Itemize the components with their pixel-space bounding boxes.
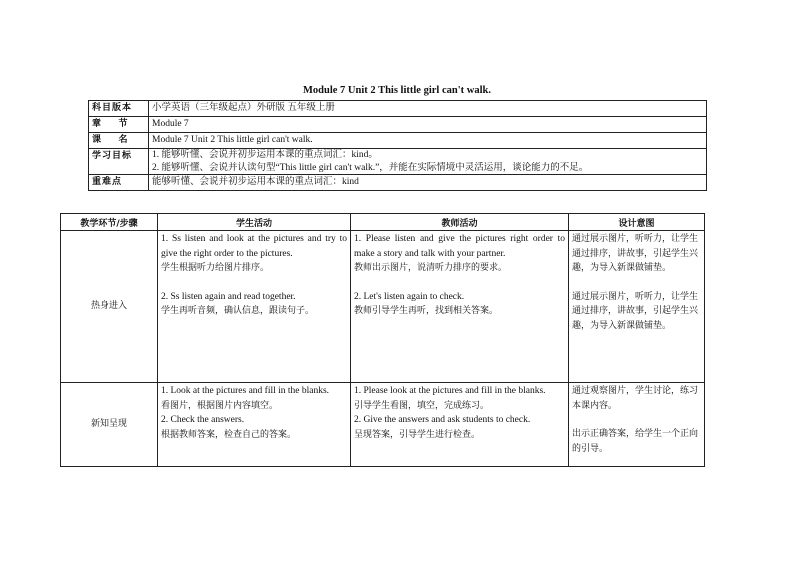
- teacher-activity-cell: [351, 383, 569, 467]
- student-step-en: 1. Ss listen and look at the pictures and try to give the right order to the pictures.: [161, 234, 347, 259]
- teacher-step-en: 2. Let's listen again to check.: [354, 291, 465, 302]
- info-row-lesson-name: [89, 133, 707, 149]
- design-intent-cell: [569, 231, 705, 383]
- teacher-step-zh: 呈现答案，引导学生进行检查。: [354, 429, 481, 440]
- lesson-plan-table: [60, 213, 705, 467]
- info-value: 能够听懂、会说并初步运用本课的重点词汇：kind: [149, 175, 707, 191]
- student-step-zh: 看图片，根据图片内容填空。: [161, 400, 279, 411]
- student-step-en: 2. Check the answers.: [161, 415, 245, 425]
- info-value: Module 7 Unit 2 This little girl can't walk.: [149, 133, 707, 149]
- info-value: 小学英语（三年级起点）外研版 五年级上册: [149, 101, 707, 117]
- info-row-key-points: [89, 175, 707, 191]
- info-value: [149, 149, 707, 175]
- student-step-zh: 学生再听音频，确认信息，跟读句子。: [161, 306, 315, 316]
- header-stage: 教学环节/步骤: [61, 214, 158, 231]
- info-label: 重难点: [89, 175, 149, 191]
- lesson-header-row: [61, 214, 705, 231]
- design-intent-cell: [569, 383, 705, 467]
- objective-1: 1. 能够听懂、会说并初步运用本课的重点词汇：kind。: [152, 150, 378, 160]
- intent-text: 通过展示图片，听听力，让学生通过排序，讲故事，引起学生兴趣，为导入新课做铺垫。: [572, 291, 699, 331]
- header-student-activity: 学生活动: [158, 214, 351, 231]
- student-activity-cell: [158, 383, 351, 467]
- teacher-step-zh: 教师引导学生再听，找到相关答案。: [354, 306, 499, 316]
- teacher-activity-cell: [351, 231, 569, 383]
- objective-2: 2. 能够听懂、会说并认读句型“This little girl can't walk.”，并能在实际情境中灵活运用，谈论能力的不足。: [152, 162, 589, 173]
- student-step-en: 2. Ss listen again and read together.: [161, 291, 296, 302]
- document-title: Module 7 Unit 2 This little girl can't walk.: [303, 85, 491, 96]
- student-step-en: 1. Look at the pictures and fill in the blanks.: [161, 386, 330, 396]
- info-row-subject: [89, 101, 707, 117]
- teacher-step-zh: 教师出示图片，说清听力排序的要求。: [354, 263, 508, 273]
- intent-text: 通过展示图片，听听力，让学生通过排序，讲故事，引起学生兴趣，为导入新课做铺垫。: [572, 234, 699, 273]
- student-step-zh: 学生根据听力给图片排序。: [161, 263, 270, 273]
- student-activity-cell: [158, 231, 351, 383]
- info-label: 学习目标: [89, 149, 149, 175]
- info-value: Module 7: [149, 117, 707, 133]
- teacher-step-zh: 引导学生看图，填空，完成练习。: [354, 400, 490, 411]
- lesson-row-warmup: [61, 231, 705, 383]
- info-label: 课 名: [89, 133, 149, 149]
- lesson-row-new-content: [61, 383, 705, 467]
- info-label: 科目版本: [89, 101, 149, 117]
- header-design-intent: 设计意图: [569, 214, 705, 231]
- stage-cell: 新知呈现: [61, 383, 158, 467]
- teacher-step-en: 1. Please look at the pictures and fill in the blanks.: [354, 386, 546, 396]
- intent-text: 通过观察图片，学生讨论，练习本课内容。: [572, 386, 699, 411]
- course-info-table: [88, 100, 707, 191]
- intent-text: 出示正确答案，给学生一个正向的引导。: [572, 429, 699, 454]
- teacher-step-en: 1. Please listen and give the pictures right order to make a story and talk with your partner.: [354, 234, 565, 259]
- info-label: 章 节: [89, 117, 149, 133]
- header-teacher-activity: 教师活动: [351, 214, 569, 231]
- info-row-chapter: [89, 117, 707, 133]
- teacher-step-en: 2. Give the answers and ask students to check.: [354, 415, 531, 425]
- info-row-objectives: [89, 149, 707, 175]
- student-step-zh: 根据教师答案，检查自己的答案。: [161, 429, 297, 440]
- stage-cell: 热身进入: [61, 231, 158, 383]
